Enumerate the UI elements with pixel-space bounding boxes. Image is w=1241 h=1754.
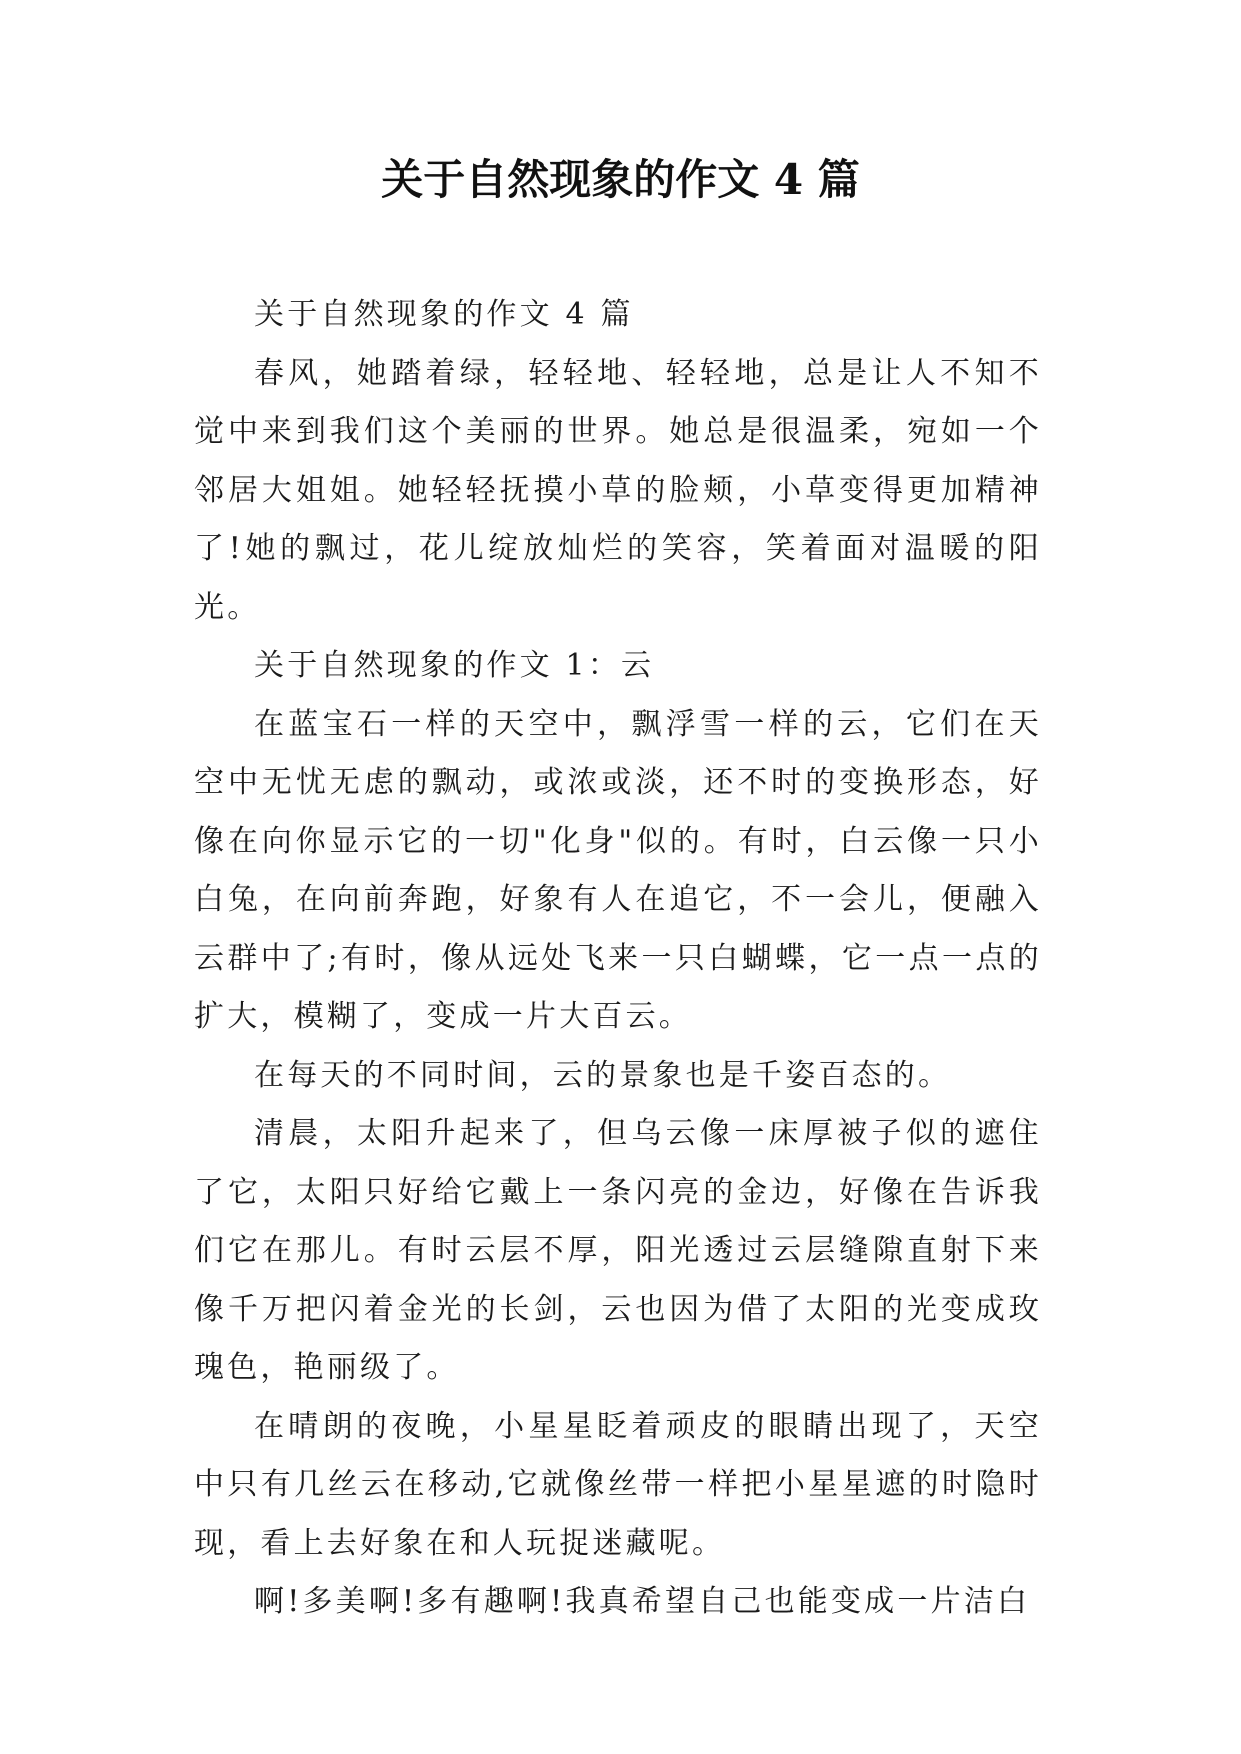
- document-title: 关于自然现象的作文 4 篇: [381, 155, 860, 204]
- document-body: [194, 286, 1042, 1632]
- paragraph: 啊!多美啊!多有趣啊!我真希望自己也能变成一片洁白: [254, 1584, 1031, 1619]
- paragraph: 在每天的不同时间，云的景象也是千姿百态的。: [254, 1057, 952, 1093]
- paragraph: 在蓝宝石一样的天空中，飘浮雪一样的云，它们在天空中无忧无虑的飘动，或浓或淡，还不时的变换形态，好像在向你显示它的一切"化身"似的。有时，白云像一只小白兔，在向前奔跑，好象有人在追它，不一会儿，便融入云群中了;有时，像从远处飞来一只白蝴蝶，它一点一点的扩大，模糊了，变成一片大百云。: [194, 706, 1042, 1034]
- paragraph: 清晨，太阳升起来了，但乌云像一床厚被子似的遮住了它，太阳只好给它戴上一条闪亮的金边，好像在告诉我们它在那儿。有时云层不厚，阳光透过云层缝隙直射下来像千万把闪着金光的长剑，云也因为借了太阳的光变成玫瑰色，艳丽级了。: [194, 1116, 1042, 1385]
- paragraph: 在晴朗的夜晚，小星星眨着顽皮的眼睛出现了，天空中只有几丝云在移动,它就像丝带一样把小星星遮的时隐时现，看上去好象在和人玩捉迷藏呢。: [194, 1408, 1042, 1561]
- paragraph: 春风，她踏着绿，轻轻地、轻轻地，总是让人不知不觉中来到我们这个美丽的世界。她总是很温柔，宛如一个邻居大姐姐。她轻轻抚摸小草的脸颊，小草变得更加精神了!她的飘过，花儿绽放灿烂的笑容，笑着面对温暖的阳光。: [194, 355, 1042, 625]
- paragraph: 关于自然现象的作文 1：云: [254, 648, 655, 683]
- paragraph: 关于自然现象的作文 4 篇: [254, 297, 634, 332]
